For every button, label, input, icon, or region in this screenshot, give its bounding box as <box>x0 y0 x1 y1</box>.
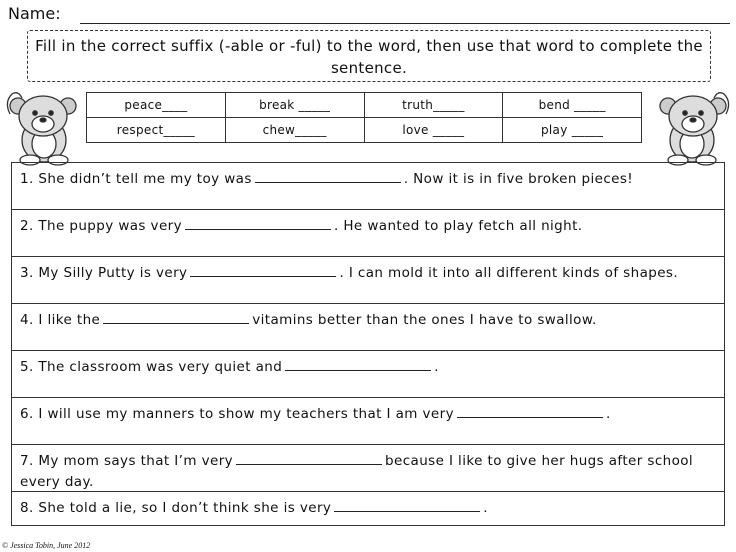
sentence-row-1 <box>12 163 724 210</box>
sentence-text: . Now it is in five broken pieces! <box>403 171 634 187</box>
answer-blank[interactable] <box>236 452 382 465</box>
sentence-text: vitamins better than the ones I have to swallow. <box>252 312 597 328</box>
sentence-text: 4. I like the <box>20 312 101 328</box>
word-bank-table <box>86 92 642 143</box>
answer-blank[interactable] <box>103 311 249 324</box>
sentence-text: 5. The classroom was very quiet and <box>20 359 283 375</box>
word-bank-row <box>87 93 642 118</box>
sentence-row-5 <box>12 351 724 398</box>
sentence-row-6 <box>12 398 724 445</box>
sentence-text: 3. My Silly Putty is very <box>20 265 188 281</box>
answer-blank[interactable] <box>185 217 331 230</box>
sentence-text: . <box>483 500 488 516</box>
word-bank-cell: chew_____ <box>225 118 364 143</box>
word-bank-cell: play _____ <box>503 118 642 143</box>
sentence-text: because I like to give her hugs after school every day. <box>20 453 694 490</box>
answer-blank[interactable] <box>457 405 603 418</box>
name-label: Name: <box>8 4 61 23</box>
sentence-text: . He wanted to play fetch all night. <box>334 218 583 234</box>
sentence-text: . <box>605 406 611 422</box>
answer-blank[interactable] <box>190 264 336 277</box>
answer-blank[interactable] <box>334 499 480 512</box>
word-bank-row <box>87 118 642 143</box>
name-line[interactable] <box>80 23 730 24</box>
word-bank-cell: peace____ <box>87 93 226 118</box>
sentence-row-4 <box>12 304 724 351</box>
sentences-box <box>11 162 725 526</box>
sentence-row-2 <box>12 210 724 257</box>
word-bank-cell: break _____ <box>225 93 364 118</box>
copyright-footer: © Jessica Tobin, June 2012 <box>2 541 91 550</box>
sentence-text: 2. The puppy was very <box>20 218 182 234</box>
word-bank-cell: truth_____ <box>364 93 503 118</box>
sentence-text: 6. I will use my manners to show my teachers that I am very <box>20 406 454 422</box>
sentence-text: 8. She told a lie, so I don’t think she is very <box>20 500 332 516</box>
sentence-text: 7. My mom says that I’m very <box>20 453 234 469</box>
answer-blank[interactable] <box>285 358 431 371</box>
word-bank-cell: love _____ <box>364 118 503 143</box>
sentence-text: . I can mold it into all different kinds of shapes. <box>339 265 679 281</box>
instructions-box: Fill in the correct suffix (-able or -ful) to the word, then use that word to complete the sentence. <box>27 30 711 82</box>
sentence-row-7 <box>12 445 724 492</box>
word-bank-cell: respect_____ <box>87 118 226 143</box>
word-bank-cell: bend _____ <box>503 93 642 118</box>
sentence-row-3 <box>12 257 724 304</box>
bear-right-icon <box>648 84 734 166</box>
bear-left-icon <box>2 84 88 166</box>
name-row <box>8 4 730 24</box>
sentence-text: . <box>434 359 439 375</box>
sentence-row-8 <box>12 492 724 527</box>
answer-blank[interactable] <box>255 170 401 183</box>
sentence-text: 1. She didn’t tell me my toy was <box>20 171 252 187</box>
